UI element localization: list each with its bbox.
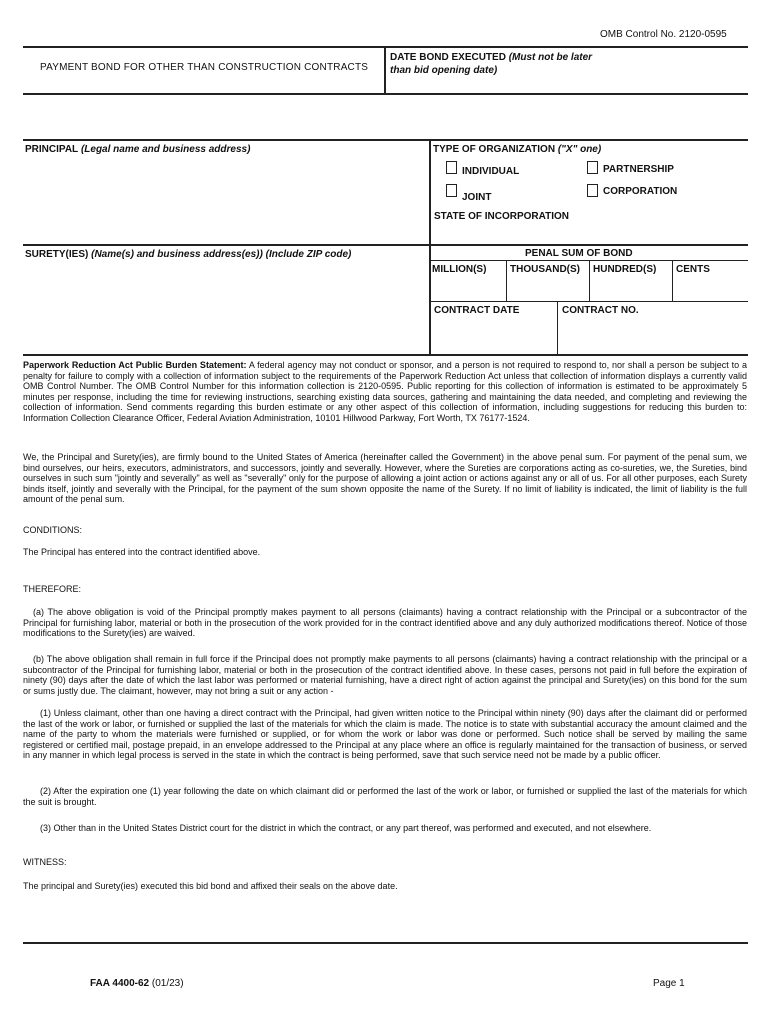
pra-text: A federal agency may not conduct or sponsor, and a person is not required to respond to, nor shall a person be subject to a penalty for failure to comply with a collection of information subject to the requirements of the Paperwork Reduction Act unless that collection of information displays a currently valid OMB Control Number. The OMB Control Number for this information collection is 2120-0595. Public reporting for this collection of information is estimated to be approximately 5 minutes per response, including the time for reviewing instructions, searching existing data sources, gathering and maintaining the data needed, and completing and reviewing the collection of information. Send comments regarding this burden estimate or any other aspect of this collection of information, including suggestions for reducing this burden to: Information Collection Clearance Officer, Federal Aviation Administration, 10101 Hillwood Parkway, Fort Worth, TX 76177-1524. [23,360,747,423]
corporation-label: CORPORATION [603,186,678,197]
contract-number-field[interactable]: CONTRACT NO. [562,305,639,316]
witness-label: WITNESS: [23,857,67,867]
witness-text: The principal and Surety(ies) executed this bid bond and affixed their seals on the above date. [23,881,398,891]
state-of-incorporation-field[interactable]: STATE OF INCORPORATION [434,211,569,222]
form-number-code: FAA 4400-62 [90,978,150,989]
date-bond-note-2: than bid opening date) [390,65,498,76]
corporation-checkbox[interactable] [587,184,598,197]
surety-label: SURETY(IES) [25,249,89,260]
top-rule [23,46,748,48]
conditions-text: The Principal has entered into the contract identified above. [23,547,261,557]
individual-label: INDIVIDUAL [462,166,520,177]
date-bond-note-1: (Must not be later [508,52,593,63]
omb-control-number: OMB Control No. 2120-0595 [600,29,727,40]
org-type-note: ("X" one) [557,144,602,155]
contract-date-field[interactable]: CONTRACT DATE [434,305,520,316]
form-number-date: (01/23) [151,978,184,989]
body-top-rule [23,354,748,356]
surety-note: (Name(s) and business address(es)) (Include ZIP code) [91,249,352,260]
penal-divider-3 [672,260,673,302]
millions-field[interactable]: MILLION(S) [432,264,487,275]
contract-divider [557,301,558,355]
conditions-label: CONDITIONS: [23,525,83,535]
principal-note: (Legal name and business address) [80,144,251,155]
bound-statement: We, the Principal and Surety(ies), are firmly bound to the United States of America (hereinafter called the Government) in the above penal sum. For payment of the penal sum, we bind ourselves, our heirs, executors, administrators, and successors, jointly and severally. However, where the Sureties are corporations acting as co-sureties, we, the Sureties, bind ourselves in such sum "jointly and severally" as well as "severally" only for the purpose of allowing a joint action or actions against any or all of us. For all other purposes, each Surety binds itself, jointly and severally with the Principal, for the payment of the sum shown opposite the name of the Surety. If no limit of liability is indicated, the limit of liability is the full amount of the penal sum. [23,452,747,504]
header-divider [384,46,386,94]
form-title: PAYMENT BOND FOR OTHER THAN CONSTRUCTION CONTRACTS [40,62,369,73]
partnership-label: PARTNERSHIP [603,164,674,175]
paragraph-b: (b) The above obligation shall remain in full force if the Principal does not promptly make payments to all persons (claimants) having a contract relationship with the principal or a subcontractor of the Principal for furnishing labor, material or both in the prosecution of the contract identified above. In these cases, persons not paid in full before the expiration of ninety (90) days after the date of which the last labor was performed or material furnishing, have a direct right of action against the principal and Surety(ies) on this bond for the sum or sums justly due. The claimant, however, may not bring a suit or any action - [23,654,747,696]
penal-divider-1 [506,260,507,302]
paragraph-1: (1) Unless claimant, other than one having a direct contract with the Principal, had given written notice to the Principal within ninety (90) days after the claimant did or performed the last of the work or labor, or furnished or supplied the last of the materials for which the claim is made. The notice is to state with substantial accuracy the amount claimed and the name of the party to whom the materials were furnished or supplied, or for whom the work or labor was done or performed. Such notice shall be served by mailing the same registered or certified mail, postage prepaid, in an envelope addressed to the Principal at any place where an office is regularly maintained for the transaction of business, or served in any manner in which legal process is served in the state in which the contract is being performed, save that such service need not be made by a public officer. [23,708,747,760]
thousands-field[interactable]: THOUSAND(S) [510,264,580,275]
surety-field[interactable] [25,249,351,260]
individual-checkbox[interactable] [446,161,457,174]
cents-field[interactable]: CENTS [676,264,710,275]
penal-sum-heading: PENAL SUM OF BOND [525,248,633,259]
principal-label: PRINCIPAL [25,144,79,155]
org-type-heading [433,144,601,155]
paragraph-a: (a) The above obligation is void of the Principal promptly makes payment to all persons (claimants) having a contract relationship with the Principal or a subcontractor of the Principal for furnishing labor, material or both in the prosecution of the work provided for in the contract identified above and any duly authorized modifications thereof. Notice of those modifications to the Surety(ies) are waived. [23,607,747,638]
surety-top-rule [23,244,748,246]
paragraph-2: (2) After the expiration one (1) year following the date on which claimant did or performed the last of the work or labor, or furnished or supplied the last of the materials for which the suit is brought. [23,786,747,807]
form-number [90,978,184,989]
page-number: Page 1 [653,978,685,989]
penal-divider-2 [589,260,590,302]
org-type-label: TYPE OF ORGANIZATION [433,144,556,155]
date-bond-executed-field[interactable] [390,51,592,77]
pra-title: Paperwork Reduction Act Public Burden Statement: [23,360,247,370]
paperwork-reduction-statement [23,360,747,423]
hundreds-field[interactable]: HUNDRED(S) [593,264,657,275]
header-bottom-rule [23,93,748,95]
paragraph-3: (3) Other than in the United States District court for the district in which the contract, or any part thereof, was performed and executed, and not elsewhere. [40,823,652,833]
joint-checkbox[interactable] [446,184,457,197]
main-column-divider [429,139,431,355]
joint-label: JOINT [462,192,492,203]
footer-rule [23,942,748,944]
partnership-checkbox[interactable] [587,161,598,174]
therefore-label: THEREFORE: [23,584,82,594]
date-bond-label: DATE BOND EXECUTED [390,52,506,63]
principal-field[interactable] [25,144,250,155]
contract-top-rule [429,301,748,302]
principal-top-rule [23,139,748,141]
